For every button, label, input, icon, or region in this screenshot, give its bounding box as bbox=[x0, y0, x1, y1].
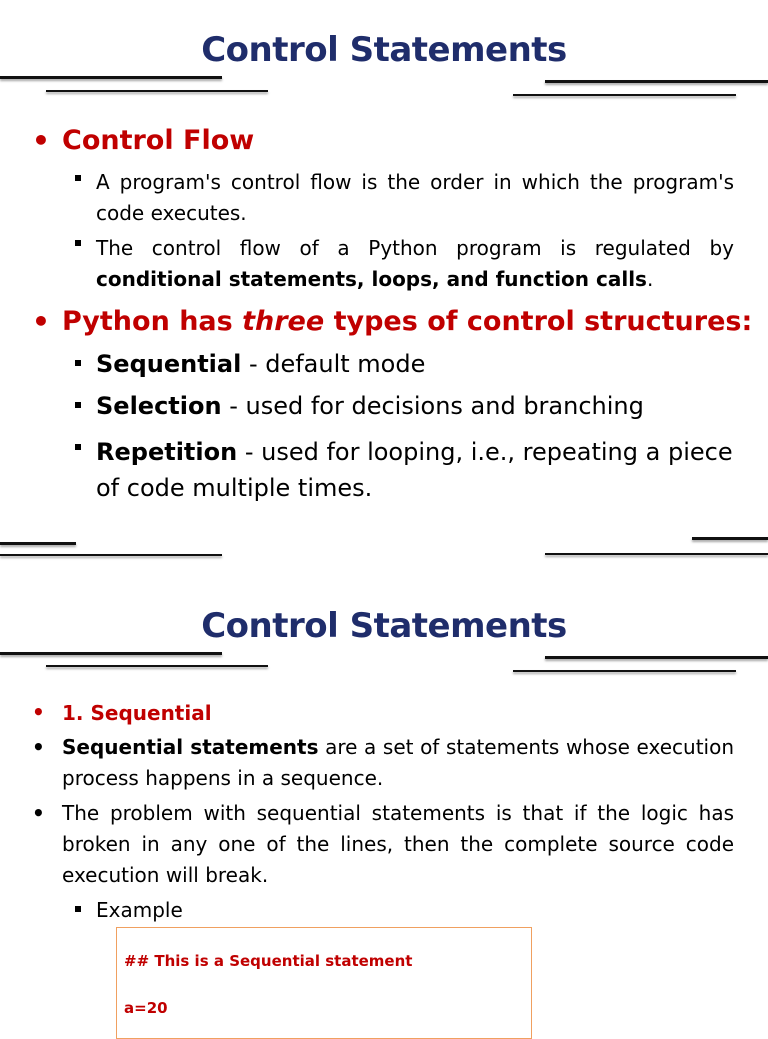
square-bullet bbox=[75, 240, 81, 246]
square-bullet bbox=[75, 444, 81, 450]
bullet-control-flow: • bbox=[32, 124, 50, 157]
code-comment-line: ## This is a Sequential statement bbox=[124, 952, 413, 970]
sequential-problem: The problem with sequential statements is that if the logic has broken in any one of the lines, then the complete source code execution will break. bbox=[62, 801, 734, 887]
structure-desc: - used for looping, i.e., repeating a piece of code multiple times. bbox=[96, 438, 733, 502]
decor-rule bbox=[0, 554, 222, 556]
bullet-three-types: • bbox=[32, 305, 50, 338]
bullet-dot: • bbox=[32, 801, 45, 825]
bullet-dot: • bbox=[32, 735, 45, 759]
heading-three-types bbox=[62, 306, 752, 337]
structure-sequential bbox=[96, 350, 425, 378]
decor-rule bbox=[0, 76, 222, 79]
sequential-definition bbox=[62, 732, 734, 794]
decor-rule bbox=[545, 80, 768, 83]
sequential-definition-rest: are a set of statements whose execution process happens in a sequence. bbox=[62, 735, 734, 790]
decor-rule bbox=[545, 553, 768, 555]
decor-rule bbox=[513, 670, 736, 672]
sequential-definition-bold: Sequential statements bbox=[62, 735, 319, 759]
decor-rule bbox=[46, 665, 268, 667]
structure-desc: - default mode bbox=[241, 350, 426, 378]
heading-three-types-italic: three bbox=[242, 306, 325, 337]
heading-sequential: 1. Sequential bbox=[62, 701, 212, 725]
decor-rule bbox=[0, 542, 76, 545]
regulated-text: The control flow of a Python program is regulated by bbox=[96, 236, 734, 260]
regulated-period: . bbox=[646, 267, 654, 291]
example-label: Example bbox=[96, 898, 183, 922]
structure-name: Selection bbox=[96, 392, 222, 420]
code-assignment-line: a=20 bbox=[124, 999, 168, 1017]
structure-name: Repetition bbox=[96, 438, 238, 466]
decor-rule bbox=[692, 537, 768, 540]
square-bullet bbox=[75, 175, 81, 181]
heading-three-types-pre: Python has bbox=[62, 306, 243, 337]
control-flow-definition: A program's control flow is the order in which the program's code executes. bbox=[96, 170, 734, 225]
slide-1-title: Control Statements bbox=[201, 30, 567, 70]
square-bullet bbox=[75, 360, 81, 366]
structure-repetition bbox=[96, 434, 736, 506]
bullet-sequential: • bbox=[32, 700, 45, 724]
control-flow-regulated bbox=[96, 233, 734, 295]
slide-2-title: Control Statements bbox=[201, 606, 567, 646]
decor-rule bbox=[0, 652, 222, 655]
structure-name: Sequential bbox=[96, 350, 242, 378]
structure-selection bbox=[96, 392, 644, 420]
heading-three-types-post: types of control structures: bbox=[324, 306, 753, 337]
structure-desc: - used for decisions and branching bbox=[221, 392, 644, 420]
regulated-bold-text: conditional statements, loops, and function calls bbox=[96, 267, 647, 291]
square-bullet bbox=[75, 906, 81, 912]
decor-rule bbox=[545, 656, 768, 659]
square-bullet bbox=[75, 402, 81, 408]
code-example-box bbox=[116, 927, 532, 1039]
decor-rule bbox=[46, 90, 268, 92]
decor-rule bbox=[513, 94, 736, 96]
heading-control-flow: Control Flow bbox=[62, 125, 255, 156]
